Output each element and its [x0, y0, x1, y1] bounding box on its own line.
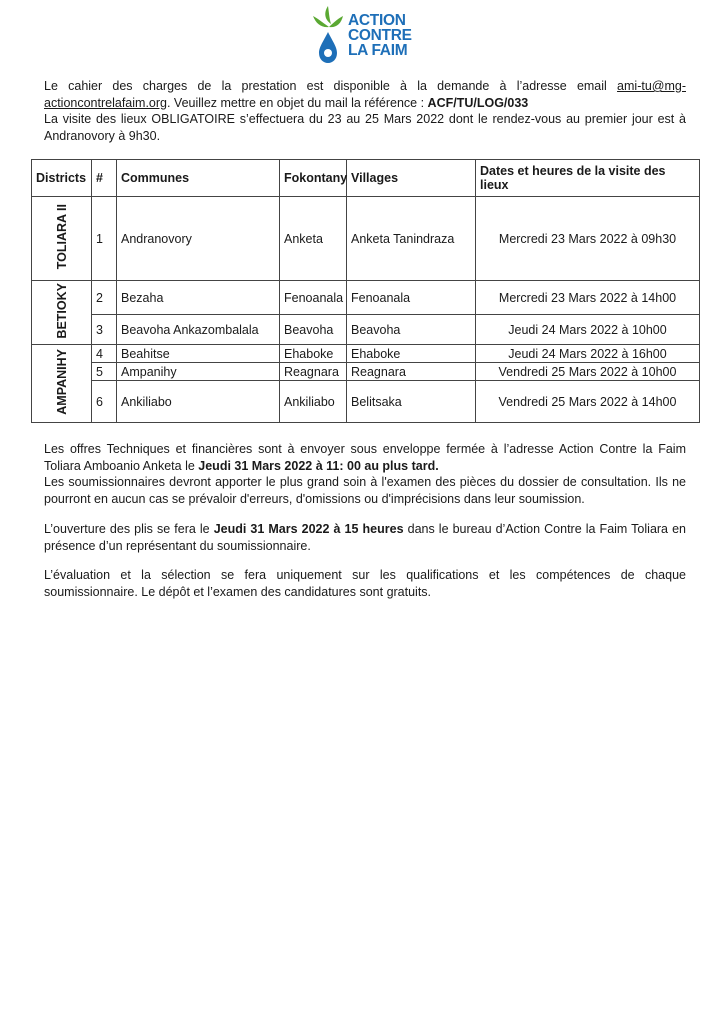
table-header-row [32, 160, 700, 197]
header-villages: Villages [347, 160, 476, 197]
commune-cell: Beahitse [117, 345, 280, 363]
opening-date: Jeudi 31 Mars 2022 à 15 heures [213, 522, 404, 536]
evaluation-paragraph: L’évaluation et la sélection se fera uniquement sur les qualifications et les compétences de chaque soumissionnaire. Le dépôt et l’examen des candidatures sont gratuits. [44, 568, 686, 599]
fokontany-cell: Ankiliabo [280, 381, 347, 423]
village-cell: Ehaboke [347, 345, 476, 363]
village-cell: Belitsaka [347, 381, 476, 423]
date-cell: Vendredi 25 Mars 2022 à 14h00 [476, 381, 700, 423]
district-cell [32, 345, 92, 423]
offers-paragraph-2: Les soumissionnaires devront apporter le plus grand soin à l'examen des pièces du dossier de consultation. Ils ne pourront en aucun cas se prévaloir d'erreurs, d'omissions ou d'imprécisions dans leur soumission. [44, 475, 686, 506]
fokontany-cell: Beavoha [280, 315, 347, 345]
logo-line-2: CONTRE [348, 27, 412, 44]
logo-line-1: ACTION [348, 12, 406, 29]
village-cell: Fenoanala [347, 281, 476, 315]
opening-paragraph [44, 521, 686, 554]
village-cell: Anketa Tanindraza [347, 197, 476, 281]
row-number: 5 [92, 363, 117, 381]
table-row [32, 281, 700, 315]
fokontany-cell: Fenoanala [280, 281, 347, 315]
logo-wordmark [348, 13, 412, 58]
district-cell [32, 281, 92, 345]
date-cell: Jeudi 24 Mars 2022 à 16h00 [476, 345, 700, 363]
commune-cell: Bezaha [117, 281, 280, 315]
commune-cell: Ankiliabo [117, 381, 280, 423]
row-number: 3 [92, 315, 117, 345]
village-cell: Beavoha [347, 315, 476, 345]
reference-code: ACF/TU/LOG/033 [427, 95, 529, 110]
intro-text: Le cahier des charges de la prestation est disponible à la demande à l’adresse email [44, 79, 618, 93]
intro-paragraph-2: La visite des lieux OBLIGATOIRE s’effectuera du 23 au 25 Mars 2022 dont le rendez-vous au premier jour est à Andranovory à 9h30. [44, 112, 686, 143]
district-cell [32, 197, 92, 281]
header-communes: Communes [117, 160, 280, 197]
district-label: BETIOKY [54, 283, 69, 339]
table-row [32, 345, 700, 363]
row-number: 2 [92, 281, 117, 315]
table-row [32, 363, 700, 381]
visit-schedule-table [31, 159, 700, 423]
fokontany-cell: Anketa [280, 197, 347, 281]
date-cell: Mercredi 23 Mars 2022 à 14h00 [476, 281, 700, 315]
table-row [32, 381, 700, 423]
date-cell: Jeudi 24 Mars 2022 à 10h00 [476, 315, 700, 345]
district-label: TOLIARA II [54, 204, 69, 270]
row-number: 4 [92, 345, 117, 363]
header-number: # [92, 160, 117, 197]
table-row [32, 197, 700, 281]
opening-section [44, 521, 686, 554]
header-fokontany: Fokontany [280, 160, 347, 197]
district-label: AMPANIHY [54, 349, 69, 415]
table-row [32, 315, 700, 345]
header-districts: Districts [32, 160, 92, 197]
commune-cell: Andranovory [117, 197, 280, 281]
commune-cell: Ampanihy [117, 363, 280, 381]
village-cell: Reagnara [347, 363, 476, 381]
intro-text-after: . Veuillez mettre en objet du mail la référence : [166, 95, 428, 110]
evaluation-section [44, 567, 686, 600]
row-number: 6 [92, 381, 117, 423]
row-number: 1 [92, 197, 117, 281]
fokontany-cell: Reagnara [280, 363, 347, 381]
opening-text: L’ouverture des plis se fera le [44, 522, 214, 536]
fokontany-cell: Ehaboke [280, 345, 347, 363]
offers-section [44, 441, 686, 507]
intro-section [44, 78, 686, 144]
deadline-text: Jeudi 31 Mars 2022 à 11: 00 au plus tard. [198, 458, 439, 473]
commune-cell: Beavoha Ankazombalala [117, 315, 280, 345]
logo-line-3: LA FAIM [348, 42, 408, 59]
email-link[interactable]: ami-tu@mg-actioncontrelafaim.org [44, 79, 686, 110]
date-cell: Mercredi 23 Mars 2022 à 09h30 [476, 197, 700, 281]
date-cell: Vendredi 25 Mars 2022 à 10h00 [476, 363, 700, 381]
opening-text-after: dans le bureau d’Action Contre la Faim Toliara en présence d’un représentant du soumissionnaire. [44, 522, 686, 553]
offers-text: Les offres Techniques et financières sont à envoyer sous enveloppe fermée à l’adresse Action Contre la Faim Toliara Amboanio Anketa le [44, 442, 686, 473]
header-dates: Dates et heures de la visite des lieux [476, 160, 700, 197]
intro-paragraph-1 [44, 78, 686, 111]
offers-paragraph-1 [44, 441, 686, 474]
